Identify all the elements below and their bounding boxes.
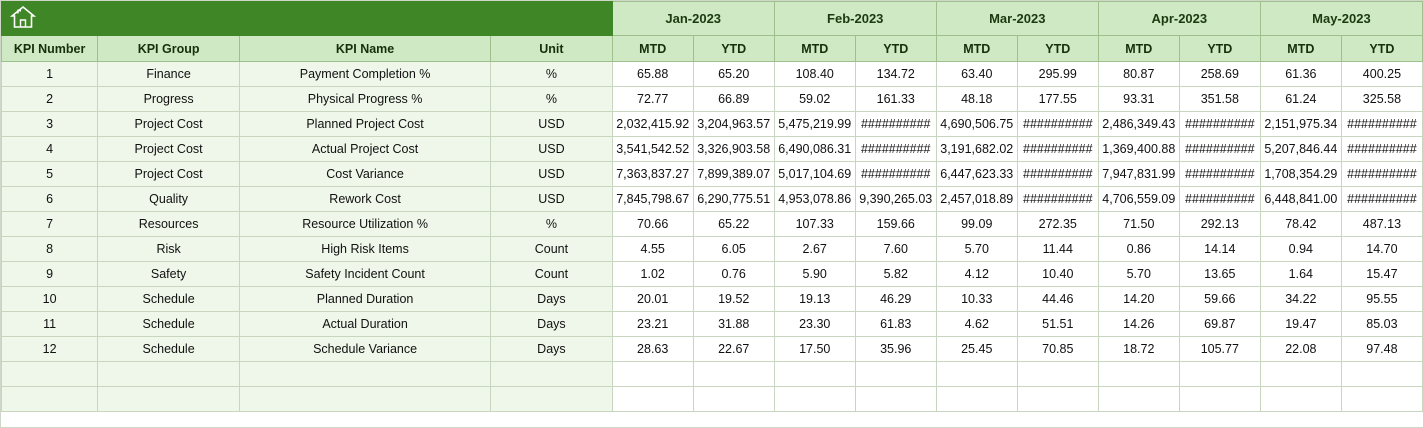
cell-may-ytd[interactable] [1341, 362, 1422, 387]
column-header-jan-mtd: MTD [612, 36, 693, 62]
cell-jan-mtd[interactable]: 20.01 [612, 287, 693, 312]
cell-kpi-group[interactable]: Project Cost [98, 137, 240, 162]
cell-may-mtd[interactable]: 6,448,841.00 [1260, 187, 1341, 212]
cell-feb-mtd[interactable]: 6,490,086.31 [774, 137, 855, 162]
cell-jan-ytd[interactable]: 0.76 [693, 262, 774, 287]
table-row[interactable] [2, 162, 1423, 187]
column-header-mar-ytd: YTD [1017, 36, 1098, 62]
cell-apr-mtd[interactable]: 5.70 [1098, 262, 1179, 287]
cell-apr-ytd[interactable]: 69.87 [1179, 312, 1260, 337]
cell-jan-mtd[interactable]: 4.55 [612, 237, 693, 262]
cell-jan-ytd[interactable]: 3,204,963.57 [693, 112, 774, 137]
cell-jan-mtd[interactable]: 23.21 [612, 312, 693, 337]
cell-kpi-name[interactable]: Cost Variance [239, 162, 490, 187]
column-header-kpi-number: KPI Number [2, 36, 98, 62]
column-header-may-ytd: YTD [1341, 36, 1422, 62]
cell-mar-ytd[interactable]: 177.55 [1017, 87, 1098, 112]
cell-kpi-name[interactable] [239, 387, 490, 412]
cell-feb-mtd[interactable]: 19.13 [774, 287, 855, 312]
cell-may-mtd[interactable]: 1.64 [1260, 262, 1341, 287]
cell-kpi-group[interactable]: Schedule [98, 312, 240, 337]
cell-kpi-group[interactable]: Schedule [98, 287, 240, 312]
cell-apr-ytd[interactable]: ########## [1179, 162, 1260, 187]
table-row[interactable] [2, 87, 1423, 112]
cell-kpi-group[interactable]: Finance [98, 62, 240, 87]
cell-kpi-name[interactable]: Resource Utilization % [239, 212, 490, 237]
column-header-apr-mtd: MTD [1098, 36, 1179, 62]
cell-unit[interactable]: Days [491, 312, 613, 337]
cell-jan-ytd[interactable]: 31.88 [693, 312, 774, 337]
cell-apr-ytd[interactable]: 351.58 [1179, 87, 1260, 112]
cell-jan-mtd[interactable] [612, 387, 693, 412]
cell-kpi-number[interactable]: 3 [2, 112, 98, 137]
cell-may-ytd[interactable]: 15.47 [1341, 262, 1422, 287]
cell-kpi-group[interactable]: Schedule [98, 337, 240, 362]
table-header-months [2, 2, 1423, 36]
cell-may-mtd[interactable]: 0.94 [1260, 237, 1341, 262]
cell-kpi-group[interactable]: Risk [98, 237, 240, 262]
cell-jan-mtd[interactable]: 28.63 [612, 337, 693, 362]
month-header-jan: Jan-2023 [612, 2, 774, 36]
month-header-apr: Apr-2023 [1098, 2, 1260, 36]
table-row[interactable] [2, 337, 1423, 362]
cell-feb-ytd[interactable]: ########## [855, 112, 936, 137]
cell-jan-mtd[interactable]: 2,032,415.92 [612, 112, 693, 137]
cell-may-ytd[interactable]: ########## [1341, 162, 1422, 187]
table-row[interactable] [2, 112, 1423, 137]
cell-kpi-number[interactable] [2, 387, 98, 412]
cell-kpi-group[interactable]: Quality [98, 187, 240, 212]
cell-kpi-number[interactable]: 10 [2, 287, 98, 312]
cell-apr-ytd[interactable]: ########## [1179, 187, 1260, 212]
cell-feb-ytd[interactable]: 35.96 [855, 337, 936, 362]
cell-jan-ytd[interactable]: 66.89 [693, 87, 774, 112]
cell-mar-mtd[interactable]: 10.33 [936, 287, 1017, 312]
cell-unit[interactable]: USD [491, 187, 613, 212]
cell-mar-mtd[interactable]: 4.62 [936, 312, 1017, 337]
cell-apr-mtd[interactable]: 2,486,349.43 [1098, 112, 1179, 137]
cell-feb-ytd[interactable]: 46.29 [855, 287, 936, 312]
cell-kpi-number[interactable]: 4 [2, 137, 98, 162]
logo-cell [2, 2, 613, 36]
table-row[interactable] [2, 387, 1423, 412]
cell-feb-ytd[interactable]: 134.72 [855, 62, 936, 87]
cell-mar-ytd[interactable] [1017, 387, 1098, 412]
cell-kpi-name[interactable]: Rework Cost [239, 187, 490, 212]
cell-apr-mtd[interactable]: 18.72 [1098, 337, 1179, 362]
cell-apr-mtd[interactable]: 14.26 [1098, 312, 1179, 337]
cell-mar-ytd[interactable]: 295.99 [1017, 62, 1098, 87]
cell-feb-mtd[interactable]: 23.30 [774, 312, 855, 337]
cell-jan-ytd[interactable]: 65.20 [693, 62, 774, 87]
cell-jan-mtd[interactable]: 70.66 [612, 212, 693, 237]
cell-may-ytd[interactable]: 97.48 [1341, 337, 1422, 362]
cell-kpi-number[interactable]: 11 [2, 312, 98, 337]
cell-kpi-name[interactable]: Payment Completion % [239, 62, 490, 87]
cell-jan-mtd[interactable]: 65.88 [612, 62, 693, 87]
cell-kpi-name[interactable]: Actual Project Cost [239, 137, 490, 162]
cell-kpi-group[interactable]: Safety [98, 262, 240, 287]
cell-kpi-group[interactable]: Resources [98, 212, 240, 237]
cell-kpi-number[interactable]: 1 [2, 62, 98, 87]
cell-kpi-name[interactable]: Actual Duration [239, 312, 490, 337]
cell-jan-ytd[interactable]: 6.05 [693, 237, 774, 262]
cell-may-mtd[interactable]: 78.42 [1260, 212, 1341, 237]
cell-feb-mtd[interactable]: 5.90 [774, 262, 855, 287]
cell-feb-mtd[interactable] [774, 362, 855, 387]
cell-mar-ytd[interactable]: 51.51 [1017, 312, 1098, 337]
cell-apr-ytd[interactable]: 258.69 [1179, 62, 1260, 87]
cell-jan-ytd[interactable]: 7,899,389.07 [693, 162, 774, 187]
cell-apr-ytd[interactable]: 59.66 [1179, 287, 1260, 312]
cell-unit[interactable] [491, 387, 613, 412]
cell-feb-mtd[interactable]: 17.50 [774, 337, 855, 362]
column-header-kpi-group: KPI Group [98, 36, 240, 62]
cell-kpi-name[interactable]: Planned Duration [239, 287, 490, 312]
cell-apr-mtd[interactable] [1098, 387, 1179, 412]
cell-jan-ytd[interactable]: 22.67 [693, 337, 774, 362]
cell-jan-mtd[interactable]: 7,845,798.67 [612, 187, 693, 212]
cell-may-mtd[interactable]: 19.47 [1260, 312, 1341, 337]
cell-apr-mtd[interactable]: 4,706,559.09 [1098, 187, 1179, 212]
cell-may-ytd[interactable] [1341, 387, 1422, 412]
cell-mar-ytd[interactable]: ########## [1017, 137, 1098, 162]
cell-may-ytd[interactable]: 400.25 [1341, 62, 1422, 87]
cell-apr-ytd[interactable]: 105.77 [1179, 337, 1260, 362]
table-body [2, 62, 1423, 412]
cell-apr-mtd[interactable]: 0.86 [1098, 237, 1179, 262]
cell-may-ytd[interactable]: ########## [1341, 187, 1422, 212]
cell-unit[interactable]: % [491, 212, 613, 237]
cell-feb-ytd[interactable]: 161.33 [855, 87, 936, 112]
cell-may-ytd[interactable]: 325.58 [1341, 87, 1422, 112]
cell-mar-ytd[interactable]: ########## [1017, 112, 1098, 137]
cell-unit[interactable]: Count [491, 237, 613, 262]
cell-apr-ytd[interactable]: 13.65 [1179, 262, 1260, 287]
cell-feb-ytd[interactable]: ########## [855, 137, 936, 162]
cell-kpi-number[interactable]: 8 [2, 237, 98, 262]
cell-mar-ytd[interactable]: ########## [1017, 162, 1098, 187]
cell-feb-mtd[interactable]: 2.67 [774, 237, 855, 262]
table-row[interactable] [2, 262, 1423, 287]
cell-may-mtd[interactable]: 61.36 [1260, 62, 1341, 87]
cell-mar-mtd[interactable] [936, 387, 1017, 412]
cell-mar-mtd[interactable]: 3,191,682.02 [936, 137, 1017, 162]
cell-feb-ytd[interactable]: 7.60 [855, 237, 936, 262]
cell-feb-mtd[interactable]: 108.40 [774, 62, 855, 87]
cell-may-ytd[interactable]: ########## [1341, 137, 1422, 162]
cell-jan-ytd[interactable] [693, 362, 774, 387]
cell-feb-mtd[interactable]: 4,953,078.86 [774, 187, 855, 212]
cell-jan-mtd[interactable]: 72.77 [612, 87, 693, 112]
cell-mar-ytd[interactable]: ########## [1017, 187, 1098, 212]
cell-kpi-name[interactable]: Schedule Variance [239, 337, 490, 362]
table-row[interactable] [2, 62, 1423, 87]
cell-apr-mtd[interactable] [1098, 362, 1179, 387]
table-row[interactable] [2, 362, 1423, 387]
cell-feb-mtd[interactable] [774, 387, 855, 412]
cell-apr-mtd[interactable]: 93.31 [1098, 87, 1179, 112]
cell-jan-mtd[interactable]: 3,541,542.52 [612, 137, 693, 162]
cell-may-mtd[interactable]: 61.24 [1260, 87, 1341, 112]
cell-feb-ytd[interactable] [855, 387, 936, 412]
cell-mar-ytd[interactable]: 70.85 [1017, 337, 1098, 362]
table-row[interactable] [2, 312, 1423, 337]
cell-kpi-name[interactable]: Planned Project Cost [239, 112, 490, 137]
cell-may-ytd[interactable]: ########## [1341, 112, 1422, 137]
column-header-feb-ytd: YTD [855, 36, 936, 62]
cell-mar-ytd[interactable]: 11.44 [1017, 237, 1098, 262]
cell-kpi-group[interactable]: Project Cost [98, 162, 240, 187]
cell-apr-ytd[interactable] [1179, 387, 1260, 412]
cell-kpi-number[interactable]: 12 [2, 337, 98, 362]
table-row[interactable] [2, 137, 1423, 162]
cell-may-ytd[interactable]: 85.03 [1341, 312, 1422, 337]
table-row[interactable] [2, 212, 1423, 237]
cell-kpi-name[interactable]: Safety Incident Count [239, 262, 490, 287]
cell-mar-mtd[interactable]: 2,457,018.89 [936, 187, 1017, 212]
cell-kpi-number[interactable]: 6 [2, 187, 98, 212]
cell-apr-ytd[interactable]: 14.14 [1179, 237, 1260, 262]
cell-feb-mtd[interactable]: 107.33 [774, 212, 855, 237]
cell-apr-ytd[interactable] [1179, 362, 1260, 387]
cell-unit[interactable]: USD [491, 162, 613, 187]
cell-jan-ytd[interactable]: 65.22 [693, 212, 774, 237]
cell-kpi-group[interactable] [98, 362, 240, 387]
cell-jan-mtd[interactable]: 1.02 [612, 262, 693, 287]
month-header-feb: Feb-2023 [774, 2, 936, 36]
cell-mar-mtd[interactable]: 6,447,623.33 [936, 162, 1017, 187]
cell-apr-mtd[interactable]: 14.20 [1098, 287, 1179, 312]
cell-feb-ytd[interactable]: 61.83 [855, 312, 936, 337]
cell-may-ytd[interactable]: 95.55 [1341, 287, 1422, 312]
cell-feb-mtd[interactable]: 59.02 [774, 87, 855, 112]
cell-mar-mtd[interactable]: 4.12 [936, 262, 1017, 287]
cell-jan-ytd[interactable] [693, 387, 774, 412]
cell-feb-ytd[interactable]: 5.82 [855, 262, 936, 287]
cell-may-mtd[interactable]: 34.22 [1260, 287, 1341, 312]
cell-feb-ytd[interactable] [855, 362, 936, 387]
cell-mar-ytd[interactable]: 272.35 [1017, 212, 1098, 237]
cell-feb-mtd[interactable]: 5,475,219.99 [774, 112, 855, 137]
cell-kpi-number[interactable]: 5 [2, 162, 98, 187]
cell-feb-ytd[interactable]: 9,390,265.03 [855, 187, 936, 212]
column-header-kpi-name: KPI Name [239, 36, 490, 62]
column-header-apr-ytd: YTD [1179, 36, 1260, 62]
cell-kpi-number[interactable] [2, 362, 98, 387]
cell-mar-mtd[interactable]: 48.18 [936, 87, 1017, 112]
cell-jan-ytd[interactable]: 3,326,903.58 [693, 137, 774, 162]
cell-may-ytd[interactable]: 487.13 [1341, 212, 1422, 237]
cell-mar-mtd[interactable]: 63.40 [936, 62, 1017, 87]
cell-kpi-name[interactable]: High Risk Items [239, 237, 490, 262]
cell-apr-mtd[interactable]: 71.50 [1098, 212, 1179, 237]
cell-mar-mtd[interactable] [936, 362, 1017, 387]
column-header-may-mtd: MTD [1260, 36, 1341, 62]
home-icon [10, 4, 612, 33]
table-header-columns [2, 36, 1423, 62]
column-header-jan-ytd: YTD [693, 36, 774, 62]
cell-may-mtd[interactable]: 2,151,975.34 [1260, 112, 1341, 137]
cell-unit[interactable] [491, 362, 613, 387]
cell-unit[interactable]: % [491, 87, 613, 112]
cell-unit[interactable]: USD [491, 112, 613, 137]
cell-apr-ytd[interactable]: ########## [1179, 137, 1260, 162]
cell-may-ytd[interactable]: 14.70 [1341, 237, 1422, 262]
month-header-may: May-2023 [1260, 2, 1422, 36]
cell-mar-ytd[interactable]: 44.46 [1017, 287, 1098, 312]
cell-kpi-group[interactable] [98, 387, 240, 412]
cell-feb-ytd[interactable]: 159.66 [855, 212, 936, 237]
cell-kpi-group[interactable]: Progress [98, 87, 240, 112]
cell-unit[interactable]: Days [491, 337, 613, 362]
cell-may-mtd[interactable] [1260, 362, 1341, 387]
cell-mar-mtd[interactable]: 99.09 [936, 212, 1017, 237]
cell-kpi-number[interactable]: 9 [2, 262, 98, 287]
cell-kpi-number[interactable]: 2 [2, 87, 98, 112]
table-row[interactable] [2, 237, 1423, 262]
cell-apr-ytd[interactable]: ########## [1179, 112, 1260, 137]
cell-apr-mtd[interactable]: 1,369,400.88 [1098, 137, 1179, 162]
cell-may-mtd[interactable]: 5,207,846.44 [1260, 137, 1341, 162]
column-header-mar-mtd: MTD [936, 36, 1017, 62]
cell-mar-mtd[interactable]: 5.70 [936, 237, 1017, 262]
table-row[interactable] [2, 287, 1423, 312]
cell-may-mtd[interactable]: 1,708,354.29 [1260, 162, 1341, 187]
cell-mar-ytd[interactable] [1017, 362, 1098, 387]
month-header-mar: Mar-2023 [936, 2, 1098, 36]
cell-kpi-group[interactable]: Project Cost [98, 112, 240, 137]
cell-jan-mtd[interactable]: 7,363,837.27 [612, 162, 693, 187]
cell-unit[interactable]: USD [491, 137, 613, 162]
cell-unit[interactable]: % [491, 62, 613, 87]
cell-may-mtd[interactable]: 22.08 [1260, 337, 1341, 362]
kpi-table [1, 1, 1423, 412]
cell-jan-ytd[interactable]: 6,290,775.51 [693, 187, 774, 212]
cell-apr-mtd[interactable]: 7,947,831.99 [1098, 162, 1179, 187]
cell-jan-mtd[interactable] [612, 362, 693, 387]
cell-mar-ytd[interactable]: 10.40 [1017, 262, 1098, 287]
table-row[interactable] [2, 187, 1423, 212]
cell-apr-ytd[interactable]: 292.13 [1179, 212, 1260, 237]
cell-kpi-name[interactable] [239, 362, 490, 387]
cell-unit[interactable]: Count [491, 262, 613, 287]
cell-apr-mtd[interactable]: 80.87 [1098, 62, 1179, 87]
cell-kpi-name[interactable]: Physical Progress % [239, 87, 490, 112]
cell-feb-ytd[interactable]: ########## [855, 162, 936, 187]
cell-mar-mtd[interactable]: 25.45 [936, 337, 1017, 362]
column-header-feb-mtd: MTD [774, 36, 855, 62]
cell-may-mtd[interactable] [1260, 387, 1341, 412]
cell-jan-ytd[interactable]: 19.52 [693, 287, 774, 312]
cell-mar-mtd[interactable]: 4,690,506.75 [936, 112, 1017, 137]
column-header-unit: Unit [491, 36, 613, 62]
cell-feb-mtd[interactable]: 5,017,104.69 [774, 162, 855, 187]
cell-unit[interactable]: Days [491, 287, 613, 312]
cell-kpi-number[interactable]: 7 [2, 212, 98, 237]
